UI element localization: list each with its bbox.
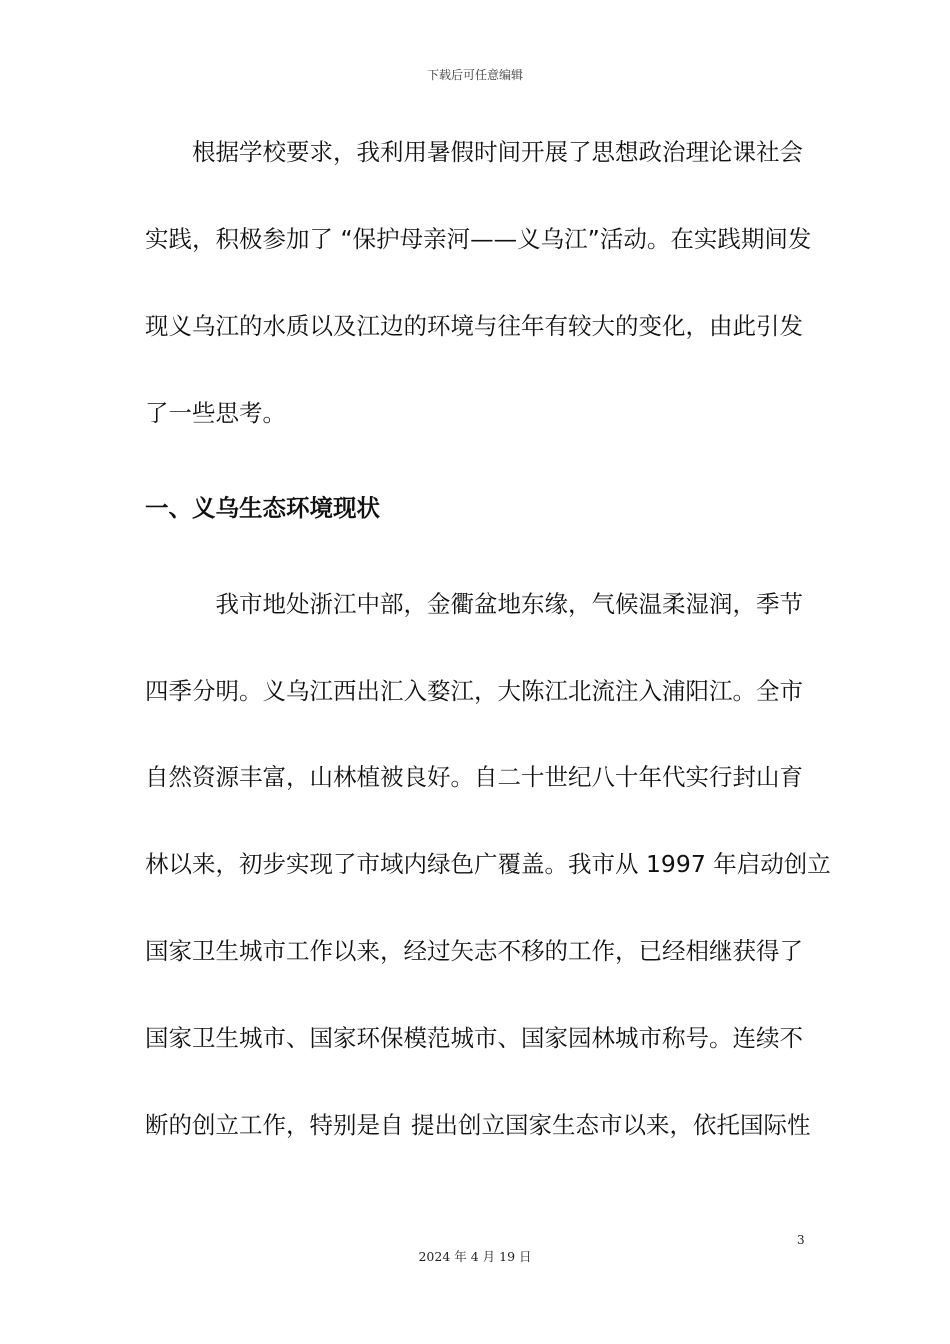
paragraph-1-line-2: 实践，积极参加了 “保护母亲河——义乌江”活动。在实践期间发 <box>145 225 812 253</box>
paragraph-1-line-4: 了一些思考。 <box>145 399 286 427</box>
paragraph-2-line-6: 国家卫生城市、国家环保模范城市、国家园林城市称号。连续不 <box>145 1024 803 1052</box>
paragraph-1-line-3: 现义乌江的水质以及江边的环境与往年有较大的变化，由此引发 <box>145 312 803 340</box>
paragraph-1-line-1: 根据学校要求，我利用暑假时间开展了思想政治理论课社会 <box>145 138 803 166</box>
footer-date: 2024 年 4 月 19 日 <box>418 1249 532 1264</box>
paragraph-2-line-2: 四季分明。义乌江西出汇入婺江，大陈江北流注入浦阳江。全市 <box>145 677 803 705</box>
paragraph-2-line-5: 国家卫生城市工作以来，经过矢志不移的工作，已经相继获得了 <box>145 937 803 965</box>
paragraph-2-line-1: 我市地处浙江中部，金衢盆地东缘，气候温柔湿润，季节 <box>145 590 803 618</box>
paragraph-2-line-7: 断的创立工作，特别是自 提出创立国家生态市以来，依托国际性 <box>145 1111 811 1139</box>
paragraph-2-line-4: 林以来，初步实现了市域内绿色广覆盖。我市从 1997 年启动创立 <box>145 850 831 878</box>
paragraph-2-line-3: 自然资源丰富，山林植被良好。自二十世纪八十年代实行封山育 <box>145 763 803 791</box>
page-header-note: 下载后可任意编辑 <box>426 68 523 82</box>
section-heading-1: 一、义乌生态环境现状 <box>145 494 380 522</box>
page-number: 3 <box>797 1233 805 1247</box>
